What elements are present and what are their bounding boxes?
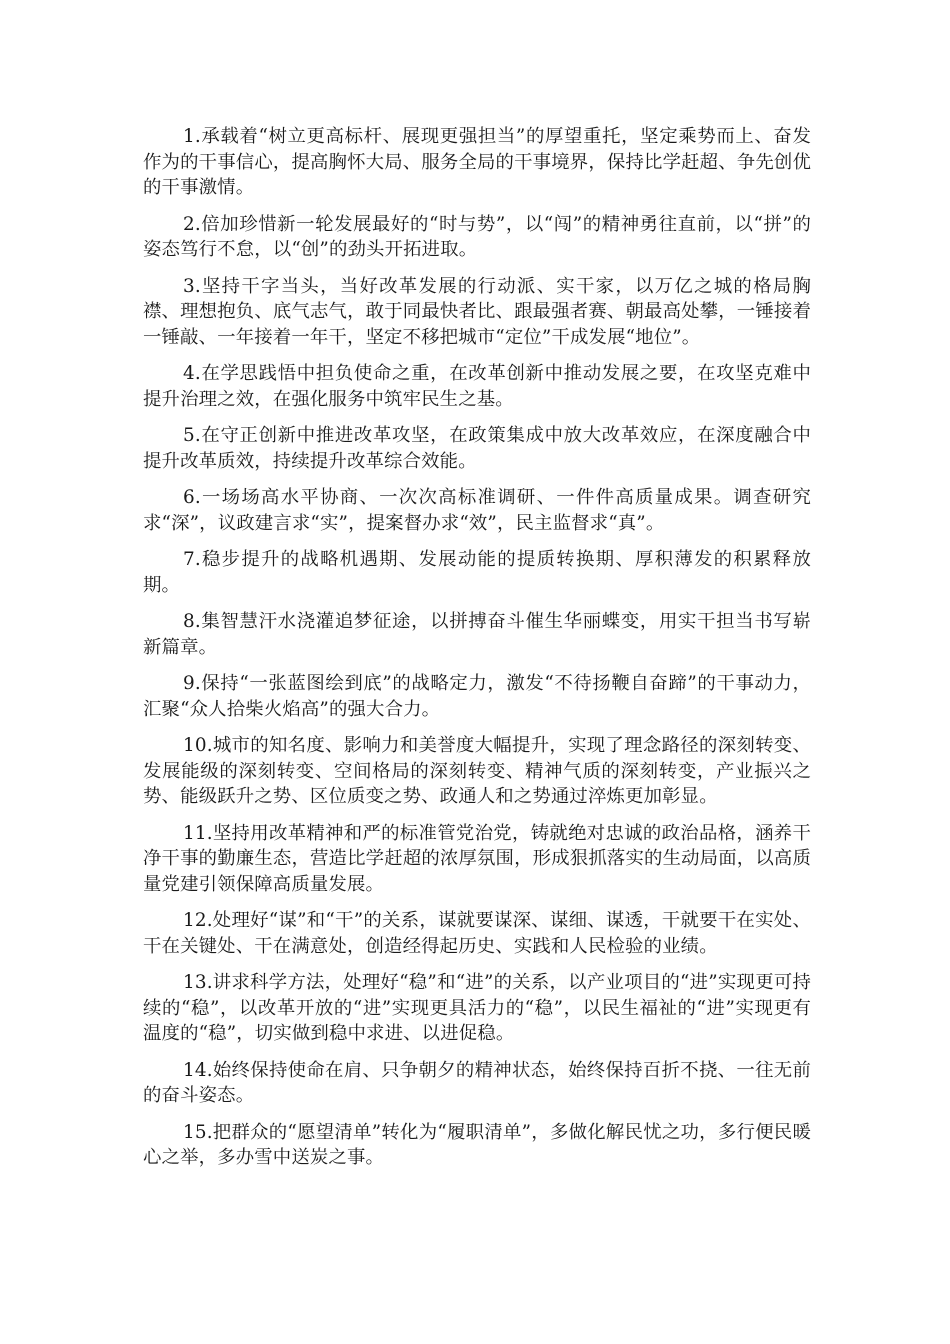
paragraph-6: 6.一场场高水平协商、一次次高标准调研、一件件高质量成果。调查研究求“深”，议政建言求“实”，提案督办求“效”，民主监督求“真”。 bbox=[143, 487, 811, 534]
paragraph-3: 3.坚持干字当头，当好改革发展的行动派、实干家，以万亿之城的格局胸襟、理想抱负、底气志气，敢于同最快者比、跟最强者赛、朝最高处攀，一锤接着一锤敲、一年接着一年干，坚定不移把城市“定位”干成发展“地位”。 bbox=[143, 275, 811, 348]
paragraph-12: 12.处理好“谋”和“干”的关系，谋就要谋深、谋细、谋透，干就要干在实处、干在关键处、干在满意处，创造经得起历史、实践和人民检验的业绩。 bbox=[143, 910, 811, 957]
paragraph-7: 7.稳步提升的战略机遇期、发展动能的提质转换期、厚积薄发的积累释放期。 bbox=[143, 549, 811, 596]
paragraph-5: 5.在守正创新中推进改革攻坚，在政策集成中放大改革效应，在深度融合中提升改革质效，持续提升改革综合效能。 bbox=[143, 425, 811, 472]
paragraph-2: 2.倍加珍惜新一轮发展最好的“时与势”，以“闯”的精神勇往直前，以“拼”的姿态笃行不怠，以“创”的劲头开拓进取。 bbox=[143, 213, 811, 260]
paragraph-13: 13.讲求科学方法，处理好“稳”和“进”的关系，以产业项目的“进”实现更可持续的“稳”，以改革开放的“进”实现更具活力的“稳”，以民生福祉的“进”实现更有温度的“稳”，切实做到稳中求进、以进促稳。 bbox=[143, 972, 811, 1044]
paragraph-14: 14.始终保持使命在肩、只争朝夕的精神状态，始终保持百折不挠、一往无前的奋斗姿态。 bbox=[143, 1059, 811, 1106]
paragraph-11: 11.坚持用改革精神和严的标准管党治党，铸就绝对忠诚的政治品格，涵养干净干事的勤廉生态，营造比学赶超的浓厚氛围，形成狠抓落实的生动局面，以高质量党建引领保障高质量发展。 bbox=[143, 822, 811, 895]
document-body bbox=[143, 124, 811, 1182]
paragraph-8: 8.集智慧汗水浇灌追梦征途，以拼搏奋斗催生华丽蝶变，用实干担当书写崭新篇章。 bbox=[143, 611, 811, 658]
paragraph-9: 9.保持“一张蓝图绘到底”的战略定力，激发“不待扬鞭自奋蹄”的干事动力，汇聚“众人拾柴火焰高”的强大合力。 bbox=[143, 673, 811, 720]
paragraph-1: 1.承载着“树立更高标杆、展现更强担当”的厚望重托，坚定乘势而上、奋发作为的干事信心，提高胸怀大局、服务全局的干事境界，保持比学赶超、争先创优的干事激情。 bbox=[143, 126, 811, 198]
paragraph-15: 15.把群众的“愿望清单”转化为“履职清单”，多做化解民忧之功，多行便民暖心之举，多办雪中送炭之事。 bbox=[143, 1121, 811, 1168]
paragraph-4: 4.在学思践悟中担负使命之重，在改革创新中推动发展之要，在攻坚克难中提升治理之效，在强化服务中筑牢民生之基。 bbox=[143, 363, 811, 410]
paragraph-10: 10.城市的知名度、影响力和美誉度大幅提升，实现了理念路径的深刻转变、发展能级的深刻转变、空间格局的深刻转变、精神气质的深刻转变，产业振兴之势、能级跃升之势、区位质变之势、政通人和之势通过淬炼更加彰显。 bbox=[143, 735, 811, 807]
